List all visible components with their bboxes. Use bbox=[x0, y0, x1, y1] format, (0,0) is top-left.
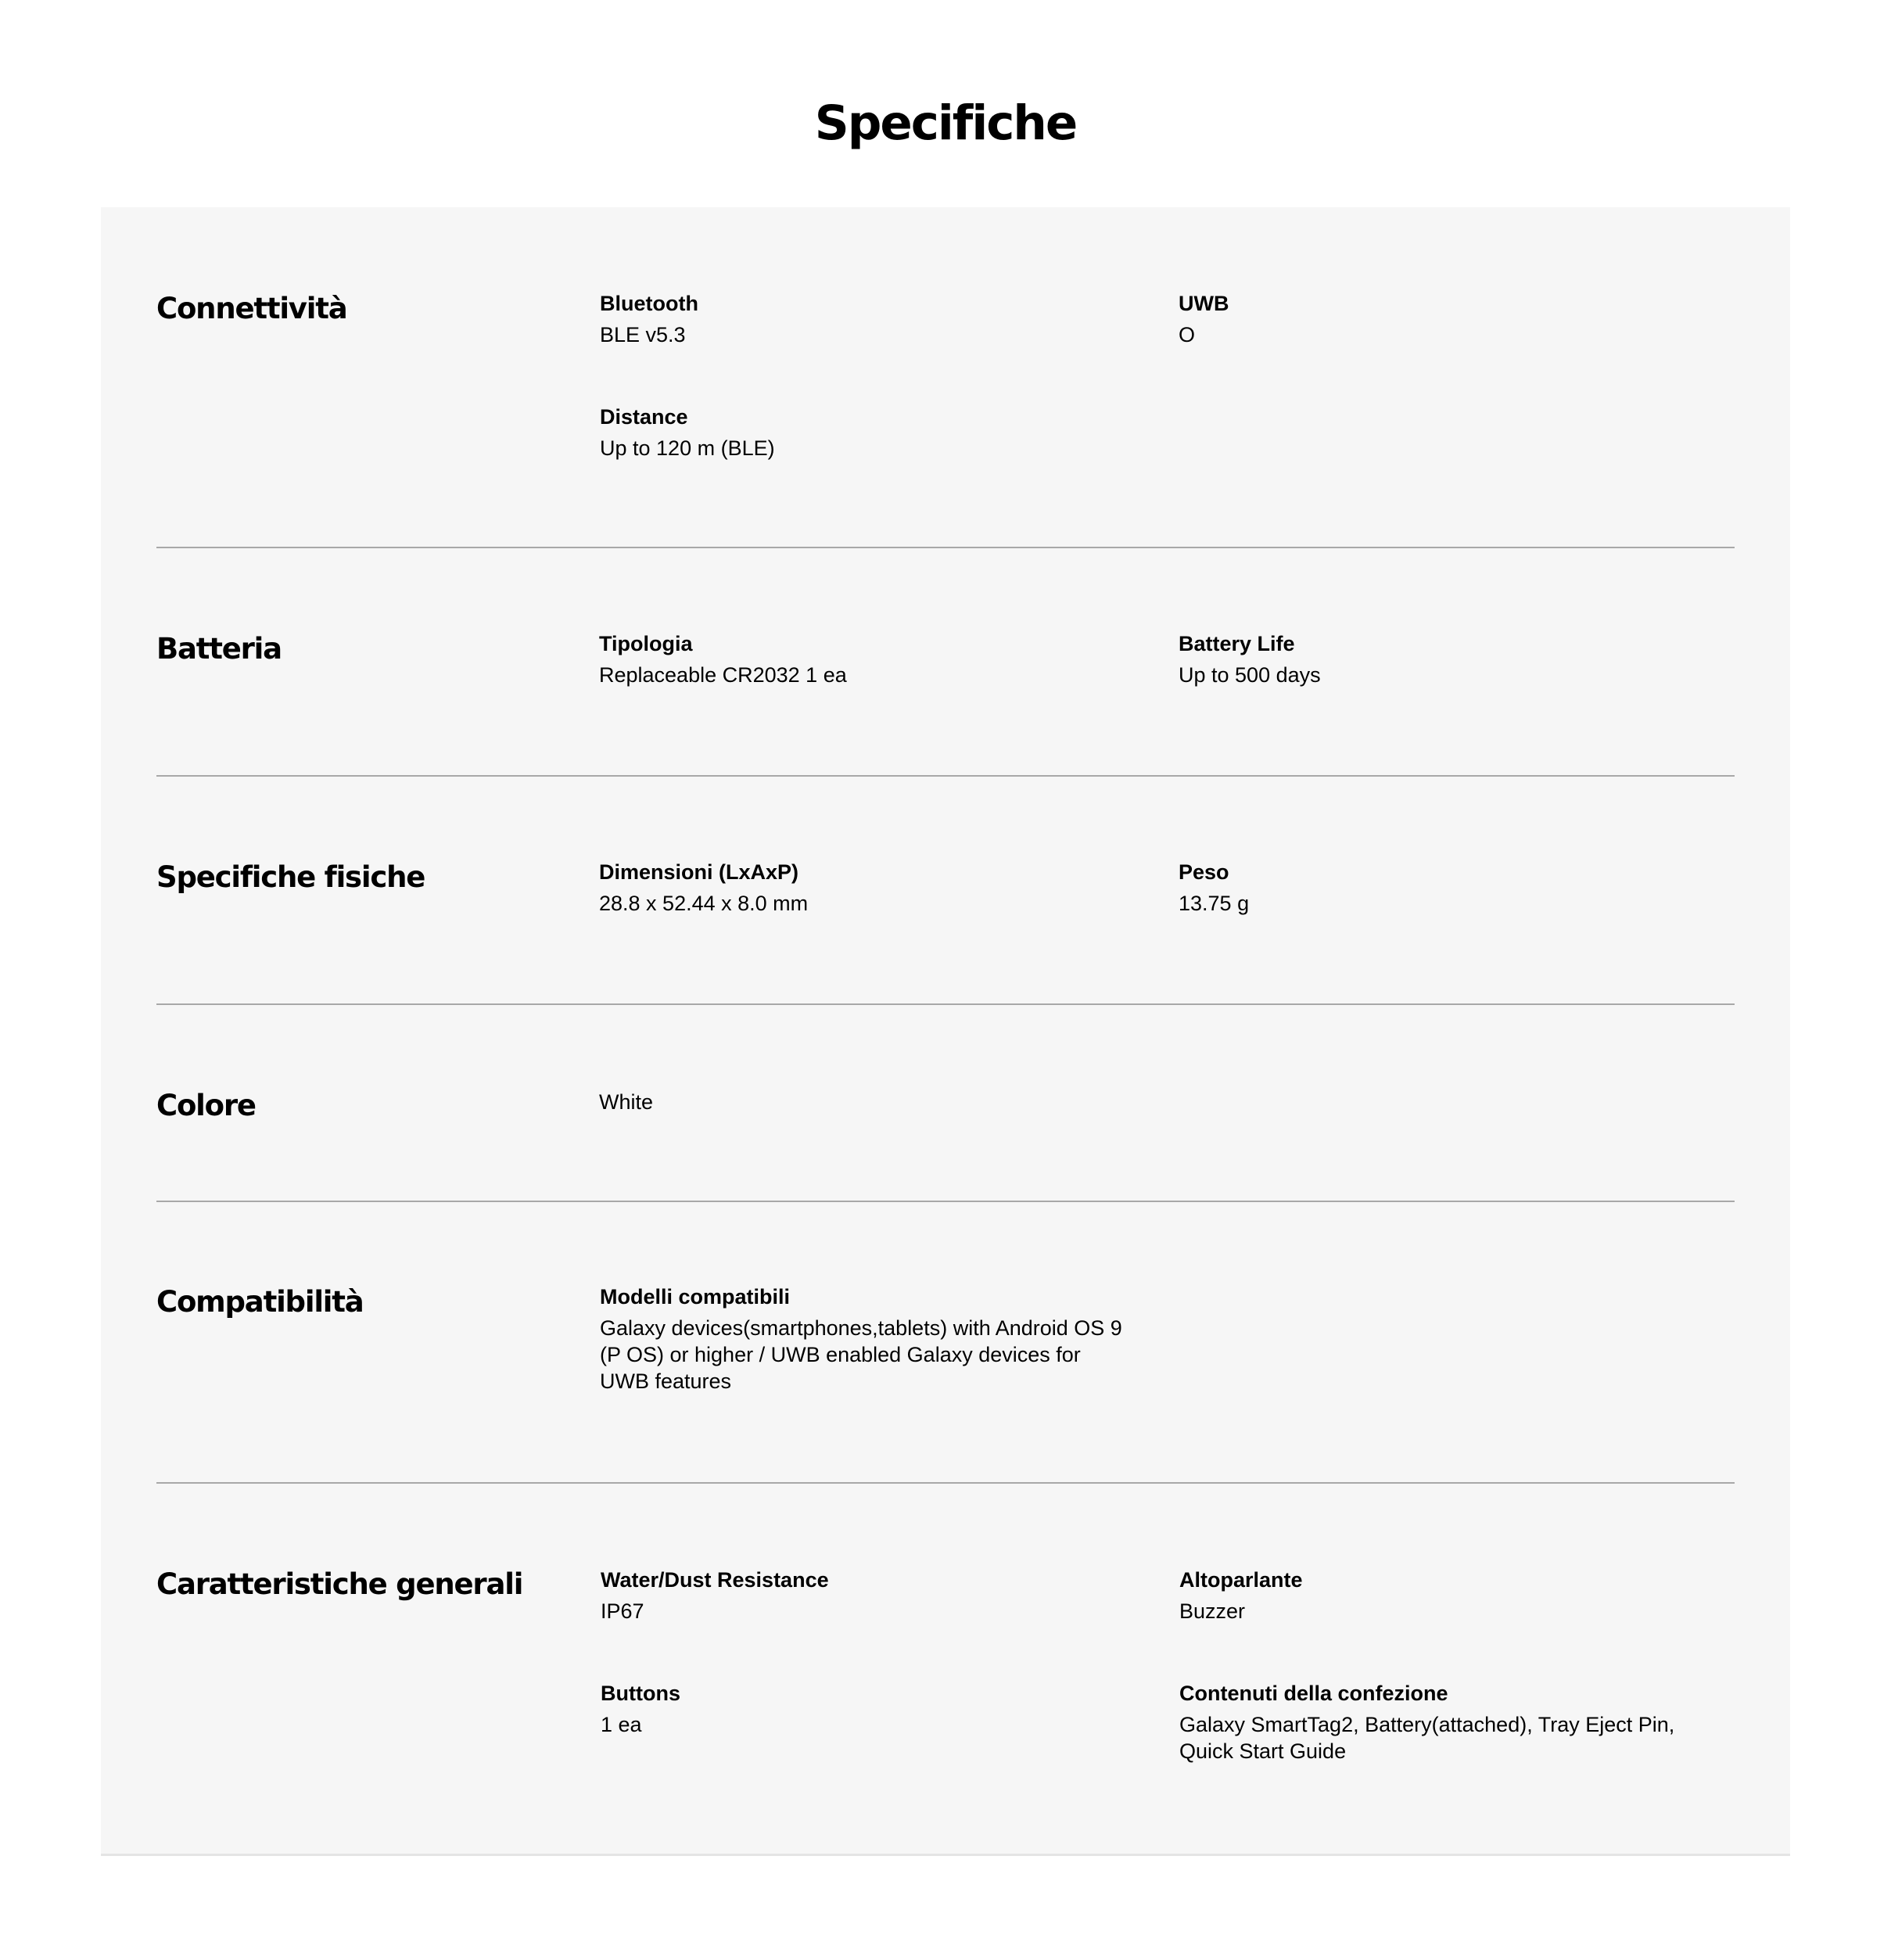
spec-item-bluetooth bbox=[600, 290, 1132, 348]
spec-label: Tipologia bbox=[599, 632, 693, 655]
page-title: Specifiche bbox=[814, 95, 1077, 151]
spec-item-tipologia bbox=[599, 630, 1131, 688]
section-title: Caratteristiche generali bbox=[156, 1567, 523, 1601]
spec-label: Altoparlante bbox=[1179, 1568, 1303, 1592]
spec-label: Dimensioni (LxAxP) bbox=[599, 860, 799, 884]
spec-label: Buttons bbox=[601, 1682, 680, 1705]
spec-item-battery-life bbox=[1179, 630, 1710, 688]
spec-item-modelli-compatibili bbox=[600, 1283, 1132, 1395]
spec-label: Modelli compatibili bbox=[600, 1285, 791, 1308]
spec-item-water-dust-resistance bbox=[601, 1567, 1132, 1624]
spec-section-batteria bbox=[156, 548, 1735, 777]
spec-value: White bbox=[599, 1090, 654, 1114]
spec-item-contenuti-confezione bbox=[1179, 1680, 1711, 1764]
spec-section-compatibilita bbox=[156, 1202, 1735, 1484]
spec-value: Galaxy SmartTag2, Battery(attached), Tray Eject Pin, Quick Start Guide bbox=[1179, 1713, 1675, 1763]
spec-label: Distance bbox=[600, 405, 688, 429]
spec-item-altoparlante bbox=[1179, 1567, 1711, 1624]
spec-value: 1 ea bbox=[601, 1713, 642, 1736]
spec-value: 13.75 g bbox=[1179, 892, 1250, 915]
section-title: Connettività bbox=[156, 292, 347, 325]
spec-item-colore bbox=[599, 1089, 1131, 1115]
spec-item-buttons bbox=[601, 1680, 1132, 1738]
spec-value: Up to 120 m (BLE) bbox=[600, 436, 775, 460]
spec-section-specifiche-fisiche bbox=[156, 777, 1735, 1005]
spec-label: Battery Life bbox=[1179, 632, 1295, 655]
spec-item-uwb bbox=[1179, 290, 1710, 348]
spec-value: 28.8 x 52.44 x 8.0 mm bbox=[599, 892, 809, 915]
spec-label: Bluetooth bbox=[600, 292, 698, 315]
spec-section-colore bbox=[156, 1005, 1735, 1202]
spec-value: Buzzer bbox=[1179, 1599, 1246, 1623]
spec-label: UWB bbox=[1179, 292, 1229, 315]
spec-label: Contenuti della confezione bbox=[1179, 1682, 1448, 1705]
section-title: Batteria bbox=[156, 632, 282, 666]
spec-value: Replaceable CR2032 1 ea bbox=[599, 663, 847, 687]
spec-item-distance bbox=[600, 404, 1132, 461]
spec-item-dimensioni bbox=[599, 859, 1131, 917]
spec-value: Galaxy devices(smartphones,tablets) with Android OS 9 (P OS) or higher / UWB enabled Galaxy devices for UWB features bbox=[600, 1316, 1122, 1393]
spec-section-connettivita bbox=[156, 207, 1735, 548]
spec-value: BLE v5.3 bbox=[600, 323, 686, 346]
spec-value: IP67 bbox=[601, 1599, 644, 1623]
section-title: Colore bbox=[156, 1089, 256, 1122]
section-title: Compatibilità bbox=[156, 1285, 364, 1319]
spec-item-peso bbox=[1179, 859, 1710, 917]
spec-value: Up to 500 days bbox=[1179, 663, 1321, 687]
section-title: Specifiche fisiche bbox=[156, 860, 425, 894]
spec-label: Peso bbox=[1179, 860, 1229, 884]
spec-label: Water/Dust Resistance bbox=[601, 1568, 829, 1592]
specs-panel bbox=[101, 207, 1790, 1856]
spec-section-caratteristiche-generali bbox=[156, 1484, 1735, 1851]
spec-value: O bbox=[1179, 323, 1196, 346]
